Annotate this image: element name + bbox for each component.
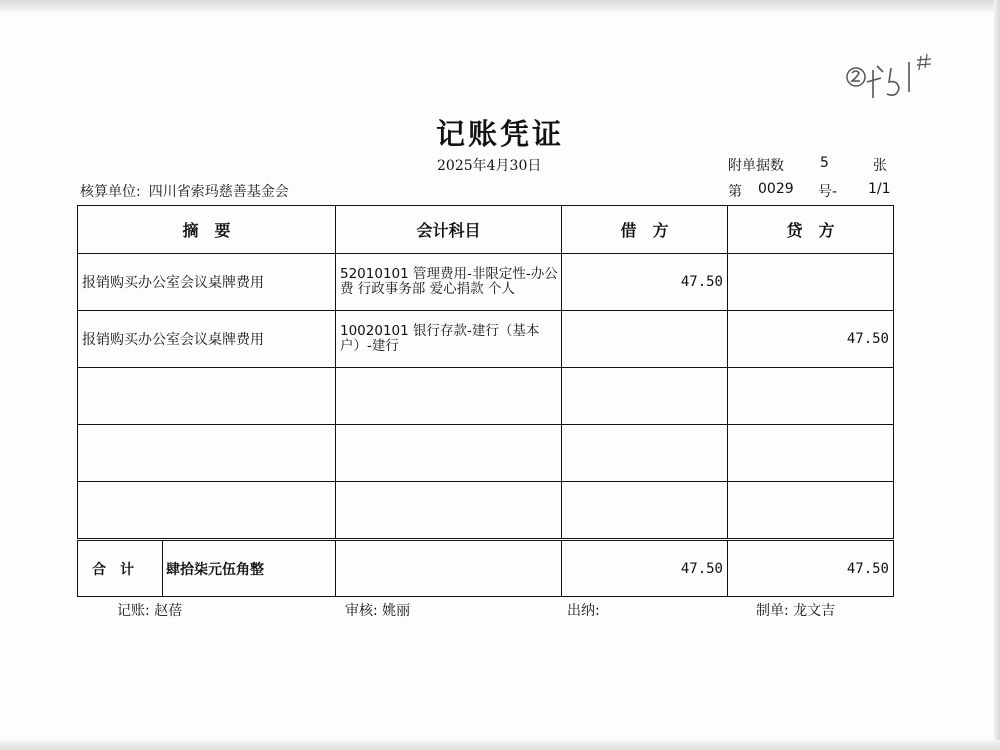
- total-label: 合计: [78, 541, 163, 596]
- reviewer: [345, 600, 410, 620]
- row-summary: 报销购买办公室会议桌牌费用: [78, 311, 336, 368]
- row-debit: 47.50: [562, 254, 728, 311]
- voucher-table: [77, 205, 894, 597]
- row-summary: [78, 482, 336, 540]
- accounting-unit-label: 核算单位:: [80, 184, 141, 200]
- attachment-label: 附单据数: [728, 158, 784, 174]
- row-account: 10020101 银行存款-建行（基本户）-建行: [336, 311, 562, 368]
- table-row: [78, 425, 894, 482]
- total-cell: [78, 540, 336, 597]
- total-row: [78, 540, 894, 597]
- row-account: [336, 482, 562, 540]
- row-account: [336, 425, 562, 482]
- row-summary: [78, 425, 336, 482]
- header-account: 会计科目: [336, 206, 562, 254]
- row-debit: [562, 482, 728, 540]
- voucher-number-value: 0029: [758, 181, 794, 197]
- row-summary: [78, 368, 336, 425]
- cashier-label: 出纳:: [567, 603, 600, 619]
- table-header: [78, 206, 894, 254]
- header-debit: 借 方: [562, 206, 728, 254]
- header-summary: 摘 要: [78, 206, 336, 254]
- attachment-number: 5: [820, 155, 829, 171]
- total-debit: 47.50: [562, 540, 728, 597]
- attachment-unit: 张: [873, 158, 887, 174]
- row-credit: [728, 254, 894, 311]
- row-account: [336, 368, 562, 425]
- reviewer-label: 审核:: [345, 603, 378, 619]
- row-credit: [728, 368, 894, 425]
- preparer: [756, 600, 835, 620]
- total-credit: 47.50: [728, 540, 894, 597]
- cashier: [567, 600, 600, 620]
- row-debit: [562, 311, 728, 368]
- voucher-number-suffix: 号-: [818, 184, 838, 200]
- row-summary: 报销购买办公室会议桌牌费用: [78, 254, 336, 311]
- reviewer-name: 姚丽: [382, 603, 411, 619]
- preparer-name: 龙文吉: [793, 603, 836, 619]
- row-credit: [728, 482, 894, 540]
- bookkeeper-name: 赵蓓: [154, 603, 183, 619]
- row-credit: 47.50: [728, 311, 894, 368]
- table-row: [78, 254, 894, 311]
- row-debit: [562, 425, 728, 482]
- bookkeeper-label: 记账:: [117, 603, 150, 619]
- total-amount-in-words: 肆拾柒元伍角整: [166, 561, 264, 578]
- header-credit: 贷 方: [728, 206, 894, 254]
- voucher-date: 2025年4月30日: [437, 158, 542, 174]
- table-row: [78, 311, 894, 368]
- row-debit: [562, 368, 728, 425]
- accounting-unit-value: 四川省索玛慈善基金会: [148, 184, 289, 200]
- row-account: 52010101 管理费用-非限定性-办公费 行政事务部 爱心捐款 个人: [336, 254, 562, 311]
- bookkeeper: [117, 600, 182, 620]
- table-row: [78, 482, 894, 540]
- handwritten-note: [845, 52, 965, 112]
- voucher-page: 1/1: [868, 181, 891, 197]
- scan-edge-top: [0, 0, 1000, 12]
- scan-edge-bottom: [0, 740, 1000, 750]
- preparer-label: 制单:: [756, 603, 789, 619]
- table-row: [78, 368, 894, 425]
- total-account-empty: [336, 540, 562, 597]
- row-credit: [728, 425, 894, 482]
- voucher-title: 记账凭证: [435, 117, 564, 151]
- accounting-unit: [80, 181, 289, 201]
- voucher-number-prefix: 第: [728, 184, 742, 200]
